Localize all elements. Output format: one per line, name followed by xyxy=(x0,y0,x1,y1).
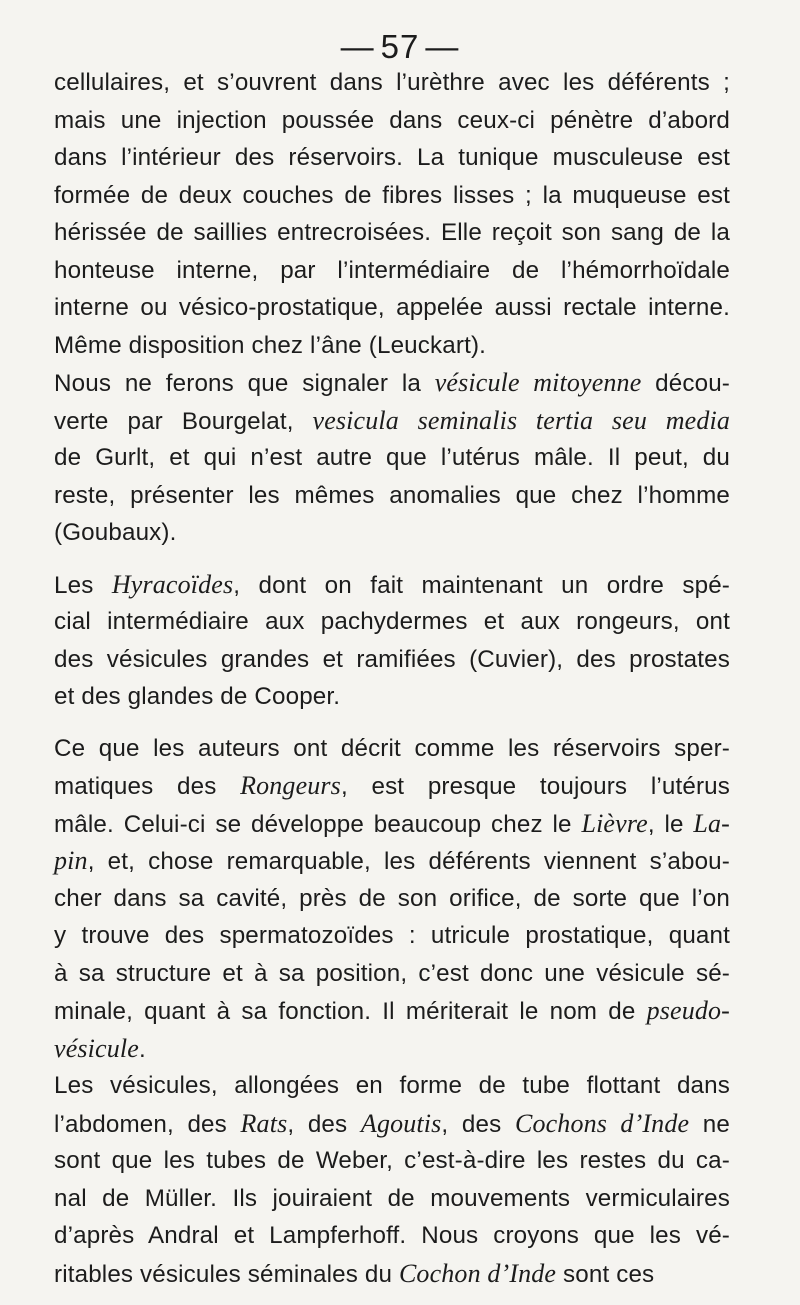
italic-text: Agoutis xyxy=(360,1108,442,1138)
text-run: ritables vésicules séminales du xyxy=(54,1260,399,1288)
italic-text: Rongeurs xyxy=(240,771,341,800)
text-run: cher dans sa cavité, près de son orifice, de sorte que l’on xyxy=(54,884,730,912)
text-line xyxy=(54,1255,730,1293)
text-run: , des xyxy=(287,1110,361,1138)
text-run: cellulaires, et s’ouvrent dans l’urèthre avec les déférents ; xyxy=(54,69,730,96)
text-run: reste, présenter les mêmes anomalies que chez l’homme xyxy=(54,481,730,509)
italic-text: Hyracoïdes xyxy=(111,569,234,599)
text-line xyxy=(54,880,730,918)
text-line xyxy=(54,678,730,716)
text-line xyxy=(54,289,730,327)
text-run: , des xyxy=(441,1110,515,1138)
text-run: y trouve des spermatozoïdes : utricule prostatique, quant xyxy=(54,922,730,949)
page-number xyxy=(0,28,800,66)
text-line xyxy=(54,477,730,515)
text-line xyxy=(54,730,730,768)
text-run: Même disposition chez l’âne (Leuckart). xyxy=(54,331,487,359)
text-line xyxy=(54,1180,730,1218)
text-line xyxy=(54,1217,730,1255)
text-run: et des glandes de Cooper. xyxy=(54,683,341,710)
text-line xyxy=(54,364,730,402)
text-run: Nous ne ferons que signaler la xyxy=(54,370,435,397)
text-run: formée de deux couches de fibres lisses ; la muqueuse est xyxy=(54,181,730,209)
text-run: matiques des xyxy=(54,773,241,800)
paragraph-gap xyxy=(54,552,730,566)
text-run: hérissée de saillies entrecroisées. Elle reçoit son sang de la xyxy=(54,219,730,246)
text-line xyxy=(54,917,730,955)
paragraph xyxy=(54,1067,730,1292)
text-run: ne xyxy=(689,1110,731,1138)
italic-text: Rats xyxy=(240,1108,288,1138)
text-line xyxy=(54,955,730,993)
text-line xyxy=(54,177,730,215)
paragraph xyxy=(54,730,730,1068)
text-run: mâle. Celui-ci se développe beaucoup chez le xyxy=(54,810,582,838)
text-run: décou- xyxy=(641,370,730,397)
italic-text: pin xyxy=(54,846,88,875)
italic-text: vésicule mitoyenne xyxy=(434,368,642,397)
text-run: minale, quant à sa fonction. Il mériterait le nom de xyxy=(54,998,647,1025)
text-line xyxy=(54,252,730,290)
text-run: dans l’intérieur des réservoirs. La tunique musculeuse est xyxy=(54,144,730,171)
text-line xyxy=(54,514,730,552)
text-line xyxy=(54,1067,730,1105)
text-run: de Gurlt, et qui n’est autre que l’utérus mâle. Il peut, du xyxy=(54,444,730,471)
italic-text: vésicule xyxy=(54,1033,139,1063)
text-line xyxy=(54,805,730,843)
text-run: à sa structure et à sa position, c’est donc une vésicule sé- xyxy=(54,959,730,987)
text-run: , le xyxy=(647,810,694,838)
text-line xyxy=(54,767,730,805)
text-line xyxy=(54,566,730,604)
text-run: d’après Andral et Lampferhoff. Nous croyons que les vé- xyxy=(54,1222,730,1249)
text-run: verte par Bourgelat, xyxy=(54,407,313,435)
italic-text: Cochon d’Inde xyxy=(398,1258,557,1288)
italic-text: La- xyxy=(693,808,730,838)
text-run: mais une injection poussée dans ceux-ci pénètre d’abord xyxy=(54,106,730,134)
italic-text: vesicula seminalis tertia seu media xyxy=(312,405,731,435)
text-run: nal de Müller. Ils jouiraient de mouvements vermiculaires xyxy=(54,1184,730,1212)
text-line xyxy=(54,641,730,679)
text-run: . xyxy=(138,1035,146,1063)
body-text xyxy=(54,64,730,1292)
text-run: cial intermédiaire aux pachydermes et aux rongeurs, ont xyxy=(54,608,730,635)
italic-text: pseudo- xyxy=(646,996,730,1025)
text-run: l’abdomen, des xyxy=(54,1110,241,1138)
text-run: , est presque toujours l’utérus xyxy=(340,773,730,800)
text-run: , dont on fait maintenant un ordre spé- xyxy=(233,571,730,599)
text-run: sont ces xyxy=(556,1260,655,1288)
page-number-dash-left: — xyxy=(340,28,375,65)
text-line xyxy=(54,102,730,140)
text-line xyxy=(54,603,730,641)
text-line xyxy=(54,992,730,1030)
text-line xyxy=(54,842,730,880)
text-line xyxy=(54,327,730,365)
italic-text: Lièvre xyxy=(581,808,648,838)
text-run: honteuse interne, par l’intermédiaire de l’hémorrhoïdale xyxy=(54,256,730,284)
page-number-dash-right: — xyxy=(425,28,460,65)
text-line xyxy=(54,402,730,440)
paragraph xyxy=(54,64,730,364)
text-run: (Goubaux). xyxy=(54,519,177,546)
paragraph xyxy=(54,364,730,552)
paragraph-gap xyxy=(54,716,730,730)
page-number-value: 57 xyxy=(380,28,420,65)
text-line xyxy=(54,439,730,477)
text-run: Les xyxy=(54,571,112,599)
text-run: sont que les tubes de Weber, c’est-à-dire les restes du ca- xyxy=(54,1147,730,1174)
text-line xyxy=(54,1142,730,1180)
text-run: , et, chose remarquable, les déférents viennent s’abou- xyxy=(87,848,730,875)
text-run: des vésicules grandes et ramifiées (Cuvier), des prostates xyxy=(54,645,730,673)
text-line xyxy=(54,1105,730,1143)
text-run: Ce que les auteurs ont décrit comme les réservoirs sper- xyxy=(54,734,730,762)
text-line xyxy=(54,214,730,252)
text-run: interne ou vésico-prostatique, appelée aussi rectale interne. xyxy=(54,294,730,321)
paragraph xyxy=(54,566,730,716)
text-run: Les vésicules, allongées en forme de tube flottant dans xyxy=(54,1072,730,1099)
text-line xyxy=(54,1030,730,1068)
italic-text: Cochons d’Inde xyxy=(514,1108,690,1138)
text-line xyxy=(54,139,730,177)
text-line xyxy=(54,64,730,102)
